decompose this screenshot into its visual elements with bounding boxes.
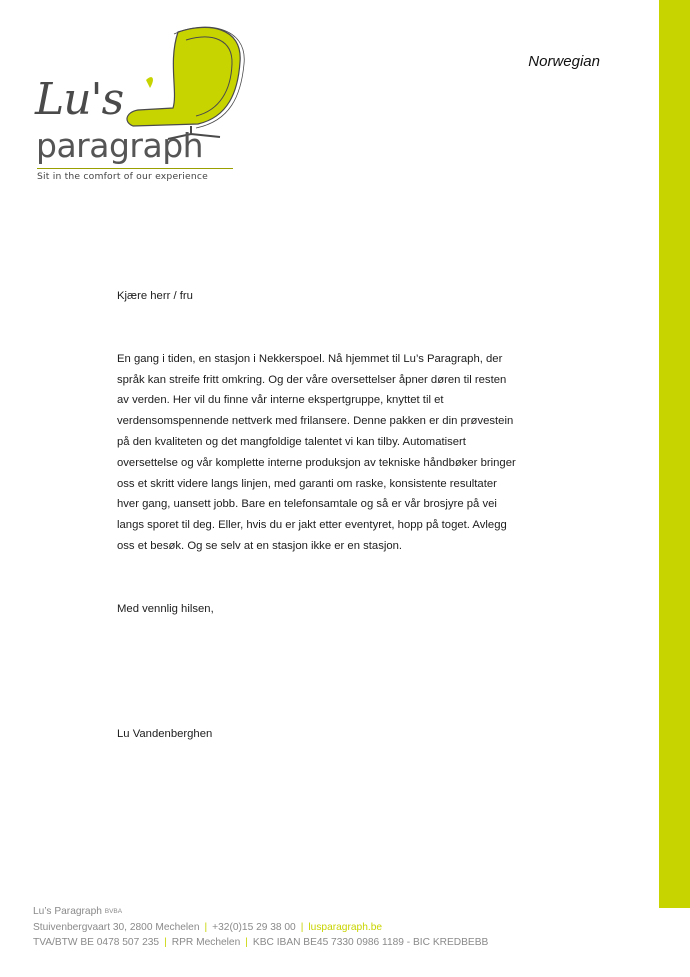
footer-phone: +32(0)15 29 38 00 — [212, 921, 296, 933]
footer — [33, 904, 513, 951]
footer-separator: | — [164, 937, 167, 948]
footer-website-link[interactable]: lusparagraph.be — [308, 921, 383, 933]
footer-address: Stuivenbergvaart 30, 2800 Mechelen — [33, 921, 200, 933]
logo-underline — [37, 168, 233, 169]
footer-vat: TVA/BTW BE 0478 507 235 — [33, 937, 160, 948]
language-label: Norwegian — [528, 53, 600, 70]
footer-line-1 — [33, 904, 513, 920]
company-logo — [28, 22, 248, 187]
footer-line-2 — [33, 920, 513, 936]
footer-company-type: BVBA — [104, 908, 123, 915]
footer-bank: KBC IBAN BE45 7330 0986 1189 - BIC KREDBEBB — [252, 937, 489, 948]
letter-greeting: Kjære herr / fru — [117, 290, 193, 302]
logo-script-text: Lu's — [35, 74, 124, 125]
letter-body — [117, 286, 517, 744]
footer-line-3 — [33, 935, 513, 951]
footer-separator: | — [245, 937, 248, 948]
logo-tagline: Sit in the comfort of our experience — [37, 171, 209, 182]
side-accent-bar — [659, 0, 690, 908]
footer-separator: | — [300, 921, 304, 933]
footer-company: Lu’s Paragraph — [33, 906, 102, 917]
logo-wordmark: paragraph — [36, 126, 204, 165]
letter-signature: Lu Vandenberghen — [117, 727, 213, 740]
footer-rpr: RPR Mechelen — [171, 937, 241, 948]
footer-separator: | — [204, 921, 208, 933]
letter-paragraph: En gang i tiden, en stasjon i Nekkerspoel. Nå hjemmet til Lu’s Paragraph, der språk kan streife fritt omkring. Og der våre oversettelser åpner døren til resten av verden. Her vil du finne vår interne ekspertgruppe, knyttet til et verdensomspennende nettverk med frilansere. Denne pakken er din prøvestein på den kvaliteten og det mangfoldige talentet vi kan tilby. Automatisert oversettelse og vår komplette interne produksjon av tekniske håndbøker bringer oss et skritt videre langs linjen, med garanti om raske, konsistente resultater hver gang, uansett jobb. Bare en telefonsamtale og så er vår brosjyre på vei langs sporet til deg. Eller, hvis du er jakt etter eventyret, hopp på toget. Avlegg oss et besøk. Og se selv at en stasjon ikke er en stasjon. — [117, 352, 516, 552]
letter-closing: Med vennlig hilsen, — [117, 602, 214, 615]
